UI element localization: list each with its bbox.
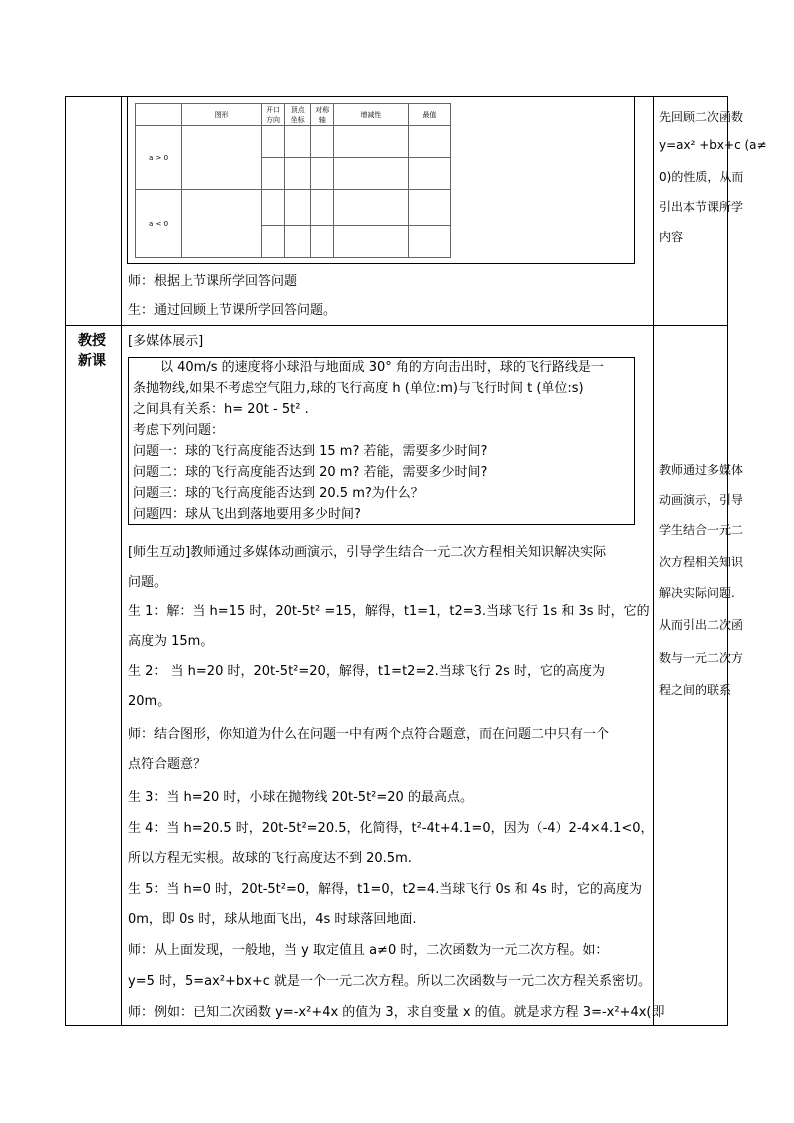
cell-empty [334,226,409,258]
body-line: 所以方程无实根。故球的飞行高度达不到 20.5m. [128,851,412,866]
box-line: 之间具有关系：h= 20t - 5t² . [133,402,309,417]
note1-line: 先回顾二次函数 [659,110,744,124]
note2-line: 从而引出二次函 [659,618,744,632]
cell-empty [311,226,334,258]
note2-line: 数与一元二次方 [659,651,744,665]
table-left-border [65,96,66,1026]
header-monotonic: 增减性 [334,104,409,126]
note1-line: 0)的性质，从而 [659,170,744,184]
table-bottom-border [65,1025,728,1026]
body-line: 0m，即 0s 时，球从地面飞出，4s 时球落回地面. [128,912,417,927]
box-line: 问题三：球的飞行高度能否达到 20.5 m?为什么？ [133,486,424,501]
note1-line: 内容 [659,230,684,244]
body-line: 生 2： 当 h=20 时，20t-5t²=20，解得，t1=t2=2.当球飞行 2s 时，它的高度为 [128,664,606,679]
cell-empty [311,190,334,226]
cell-empty [408,126,450,158]
table-col-divider-2 [653,96,654,1026]
cell-empty [334,158,409,190]
cell-empty [284,190,311,226]
cell-empty [284,158,311,190]
note2-line: 解决实际问题. [659,586,735,600]
body-line: 师：从上面发现，一般地，当 y 取定值且 a≠0 时，二次函数为一元二次方程。如： [128,943,609,958]
body-line: 师：结合图形，你知道为什么在问题一中有两个点符合题意，而在问题二中只有一个 [128,727,610,742]
box-line: 问题二：球的飞行高度能否达到 20 m? 若能，需要多少时间? [133,465,488,480]
body-line: 20m。 [128,694,171,709]
cell-empty [284,126,311,158]
row-label-a-positive: a > 0 [136,126,182,190]
section-label-line-2: 新课 [78,353,106,369]
body-line: 师：例如：已知二次函数 y=-x²+4x 的值为 3，求自变量 x 的值。就是求方程 3=-x²+4x(即 [128,1005,665,1020]
review-line-1: 师：根据上节课所学回答问题 [128,274,298,289]
box-line: 条抛物线,如果不考虑空气阻力,球的飞行高度 h (单位:m)与飞行时间 t (单位:s) [133,381,584,396]
body-line: 问题。 [128,575,168,590]
body-line: 生 1：解：当 h=15 时，20t-5t² =15，解得，t1=1，t2=3.当球飞行 1s 和 3s 时，它的 [128,604,650,619]
box-line: 以 40m/s 的速度将小球沿与地面成 30° 角的方向击出时，球的飞行路线是一 [160,360,604,375]
box-line: 问题四：球从飞出到落地要用多少时间? [133,507,361,522]
cell-empty [311,126,334,158]
body-line: 高度为 15m。 [128,634,214,649]
header-graph: 图形 [182,104,262,126]
section-label-line-1: 教授 [78,333,106,349]
body-line: 生 4：当 h=20.5 时，20t-5t²=20.5，化简得，t²-4t+4.1=0，因为（-4）2-4×4.1<0， [128,821,654,836]
table-row-divider [65,325,728,326]
review-line-2: 生：通过回顾上节课所学回答问题。 [128,303,337,318]
header-axis: 对称 轴 [311,104,334,126]
note1-line: y=ax² +bx+c (a≠ [659,138,767,152]
cell-empty [334,126,409,158]
header-opening: 开口 方向 [262,104,285,126]
body-line: 点符合题意？ [128,757,207,772]
table-col-divider-1 [121,96,122,1026]
cell-empty [408,190,450,226]
note2-line: 教师通过多媒体 [659,463,744,477]
properties-table [135,103,451,258]
multimedia-title: [多媒体展示] [128,334,204,349]
cell-empty [334,190,409,226]
cell-empty [182,126,262,190]
body-line: [师生互动]教师通过多媒体动画演示，引导学生结合一元二次方程相关知识解决实际 [128,545,607,560]
cell-empty [262,226,285,258]
properties-table-corner [136,104,182,126]
cell-empty [408,226,450,258]
note2-line: 学生结合一元二 [659,523,744,537]
cell-empty [262,158,285,190]
cell-empty [182,190,262,258]
cell-empty [262,126,285,158]
row-label-a-negative: a < 0 [136,190,182,258]
body-line: y=5 时，5=ax²+bx+c 就是一个一元二次方程。所以二次函数与一元二次方程关系密切。 [128,974,652,989]
body-line: 生 5：当 h=0 时，20t-5t²=0，解得，t1=0，t2=4.当球飞行 0s 和 4s 时，它的高度为 [128,882,642,897]
box-line: 问题一：球的飞行高度能否达到 15 m? 若能，需要多少时间? [133,444,488,459]
body-line: 生 3：当 h=20 时，小球在抛物线 20t-5t²=20 的最高点。 [128,790,473,805]
header-extremum: 最值 [408,104,450,126]
cell-empty [262,190,285,226]
header-vertex: 顶点 坐标 [284,104,311,126]
note2-line: 次方程相关知识 [659,555,744,569]
box-line: 考虑下列问题： [133,423,225,438]
note1-line: 引出本节课所学 [659,200,744,214]
cell-empty [311,158,334,190]
note2-line: 程之间的联系 [659,683,732,697]
cell-empty [284,226,311,258]
cell-empty [408,158,450,190]
note2-line: 动画演示，引导 [659,493,744,507]
